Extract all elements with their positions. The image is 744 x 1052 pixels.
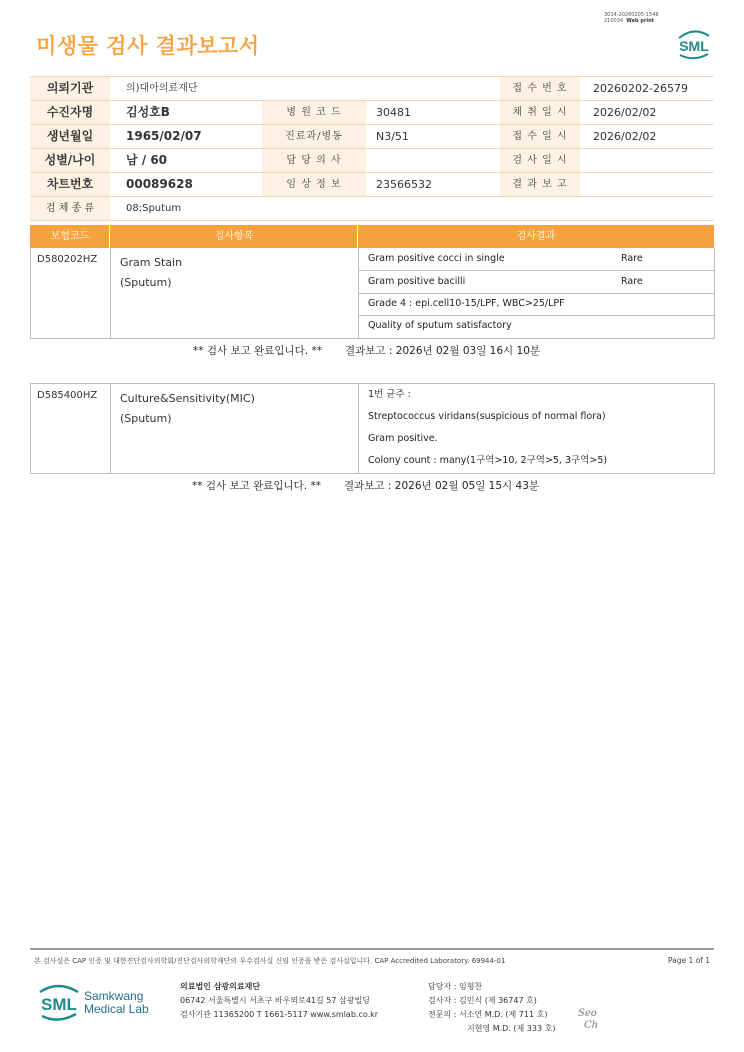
hospital-code-label: 병 원 코 드: [262, 101, 366, 124]
logo-text: SML: [41, 995, 77, 1014]
sml-logo: [674, 26, 714, 62]
patient-name-label: 수진자명: [30, 101, 110, 124]
report-complete-note: ** 검사 보고 완료입니다. **: [193, 345, 322, 357]
test-specimen: (Sputum): [120, 276, 172, 289]
tester: 검사자 : 김민식 (제 36747 호): [428, 996, 537, 1005]
test-table: [30, 383, 715, 474]
sml-logo-mark: [36, 980, 82, 1026]
logo-text: SML: [679, 38, 709, 54]
report-title: 미생물 검사 결과보고서: [36, 34, 260, 58]
test-item: [120, 389, 255, 429]
staff-info: [428, 980, 555, 1036]
info-row: [30, 76, 714, 101]
result-row: [359, 248, 714, 271]
logo-line-1: Samkwang: [84, 989, 144, 1003]
org-info: [180, 980, 378, 1022]
test-date-label: 검 사 일 시: [500, 149, 580, 172]
clinical-label: 임 상 정 보: [262, 173, 366, 196]
specimen-value: 08:Sputum: [126, 203, 182, 214]
institution-label: 의뢰기관: [30, 77, 110, 100]
receipt-date-value: 2026/02/02: [593, 130, 657, 143]
dept-value: N3/51: [376, 130, 409, 143]
result-text: Gram positive cocci in single: [368, 253, 505, 264]
patient-name-value: 김성호B: [126, 105, 170, 119]
report-time: 결과보고 : 2026년 02월 05일 15시 43분: [344, 480, 540, 492]
result-row: [359, 271, 714, 294]
signature-1: Seo: [578, 1008, 597, 1019]
samkwang-logo: [36, 980, 156, 1026]
result-text: Streptococcus viridans(suspicious of normal flora): [368, 411, 606, 422]
test-table: [30, 248, 715, 339]
specialist-2: 지현영 M.D. (제 333 호): [467, 1024, 556, 1033]
patient-info-table: [30, 76, 714, 221]
result-row: [359, 293, 714, 316]
test-name: Gram Stain: [120, 256, 183, 269]
result-row: [359, 406, 714, 428]
doc-number-2: 210034: [604, 18, 624, 24]
report-label: 결 과 보 고: [500, 173, 580, 196]
info-row: [30, 101, 714, 125]
results-header: [30, 225, 714, 248]
signatures: [578, 1008, 598, 1032]
dob-value: 1965/02/07: [126, 129, 202, 143]
page-number: Page 1 of 1: [668, 956, 711, 965]
report-complete-note: ** 검사 보고 완료입니다. **: [192, 480, 321, 492]
result-row: [359, 384, 714, 406]
org-name: 의료법인 삼광의료재단: [180, 982, 261, 991]
doctor-label: 담 당 의 사: [262, 149, 366, 172]
chart-value: 00089628: [126, 177, 193, 191]
print-label: Web print: [626, 18, 655, 24]
result-text: Quality of sputum satisfactory: [368, 320, 512, 331]
result-grade: Rare: [621, 253, 643, 264]
test-code: D585400HZ: [37, 390, 98, 401]
chart-label: 차트번호: [30, 173, 110, 196]
doc-number: 3014-20260205-1548: [604, 12, 659, 18]
test-item: [120, 253, 182, 293]
test-specimen: (Sputum): [120, 412, 172, 425]
info-row: [30, 197, 714, 221]
result-row: [359, 428, 714, 450]
institution-value: 의)대아의료재단: [126, 83, 198, 94]
result-grade: Rare: [621, 276, 643, 287]
receipt-no-value: 20260202-26579: [593, 82, 688, 95]
specimen-label: 검 체 종 류: [30, 197, 110, 220]
result-row: [359, 315, 714, 337]
dept-label: 진료과/병동: [262, 125, 366, 148]
info-row: [30, 149, 714, 173]
result-text: Colony count : many(1구역>10, 2구역>5, 3구역>5): [368, 455, 608, 466]
test-code: D580202HZ: [37, 254, 98, 265]
hospital-code-value: 30481: [376, 106, 411, 119]
sex-age-value: 남 / 60: [126, 153, 168, 167]
collect-date-label: 채 취 일 시: [500, 101, 580, 124]
report-time: 결과보고 : 2026년 02월 03일 16시 10분: [345, 345, 541, 357]
receipt-no-label: 접 수 번 호: [500, 77, 580, 100]
col-item-header: 검사항목: [214, 231, 254, 242]
result-row: [359, 450, 714, 472]
receipt-date-label: 접 수 일 시: [500, 125, 580, 148]
signature-2: Ch: [584, 1020, 599, 1031]
logo-line-2: Medical Lab: [84, 1002, 149, 1016]
result-text: Grade 4 : epi.cell10-15/LPF, WBC>25/LPF: [368, 298, 565, 309]
test-name: Culture&Sensitivity(MIC): [120, 392, 255, 405]
cap-accreditation-note: 본 검사실은 CAP 인증 및 대한진단검사의학회/진단검사의학재단의 우수검사실 신임 인증을 받은 검사실입니다. CAP Accredited Laboratory. 69944-01: [34, 957, 506, 965]
result-text: 1번 균주 :: [368, 389, 411, 400]
specialist-1: 전문의 : 서소연 M.D. (제 711 호): [428, 1010, 548, 1019]
org-address: 06742 서울특별시 서초구 바우뫼로41길 57 삼광빌딩: [180, 996, 370, 1005]
footer-divider: [30, 948, 714, 950]
dob-label: 생년월일: [30, 125, 110, 148]
info-row: [30, 173, 714, 197]
sex-age-label: 성별/나이: [30, 149, 110, 172]
result-text: Gram positive.: [368, 433, 438, 444]
col-code-header: 보험코드: [50, 231, 90, 242]
result-text: Gram positive bacilli: [368, 276, 466, 287]
clinical-value: 23566532: [376, 178, 432, 191]
print-meta: [604, 12, 659, 24]
manager: 담당자 : 임형찬: [428, 982, 483, 991]
org-contact: 검사기관 11365200 T 1661-5117 www.smlab.co.kr: [180, 1010, 379, 1019]
info-row: [30, 125, 714, 149]
collect-date-value: 2026/02/02: [593, 106, 657, 119]
col-result-header: 검사결과: [516, 231, 556, 242]
